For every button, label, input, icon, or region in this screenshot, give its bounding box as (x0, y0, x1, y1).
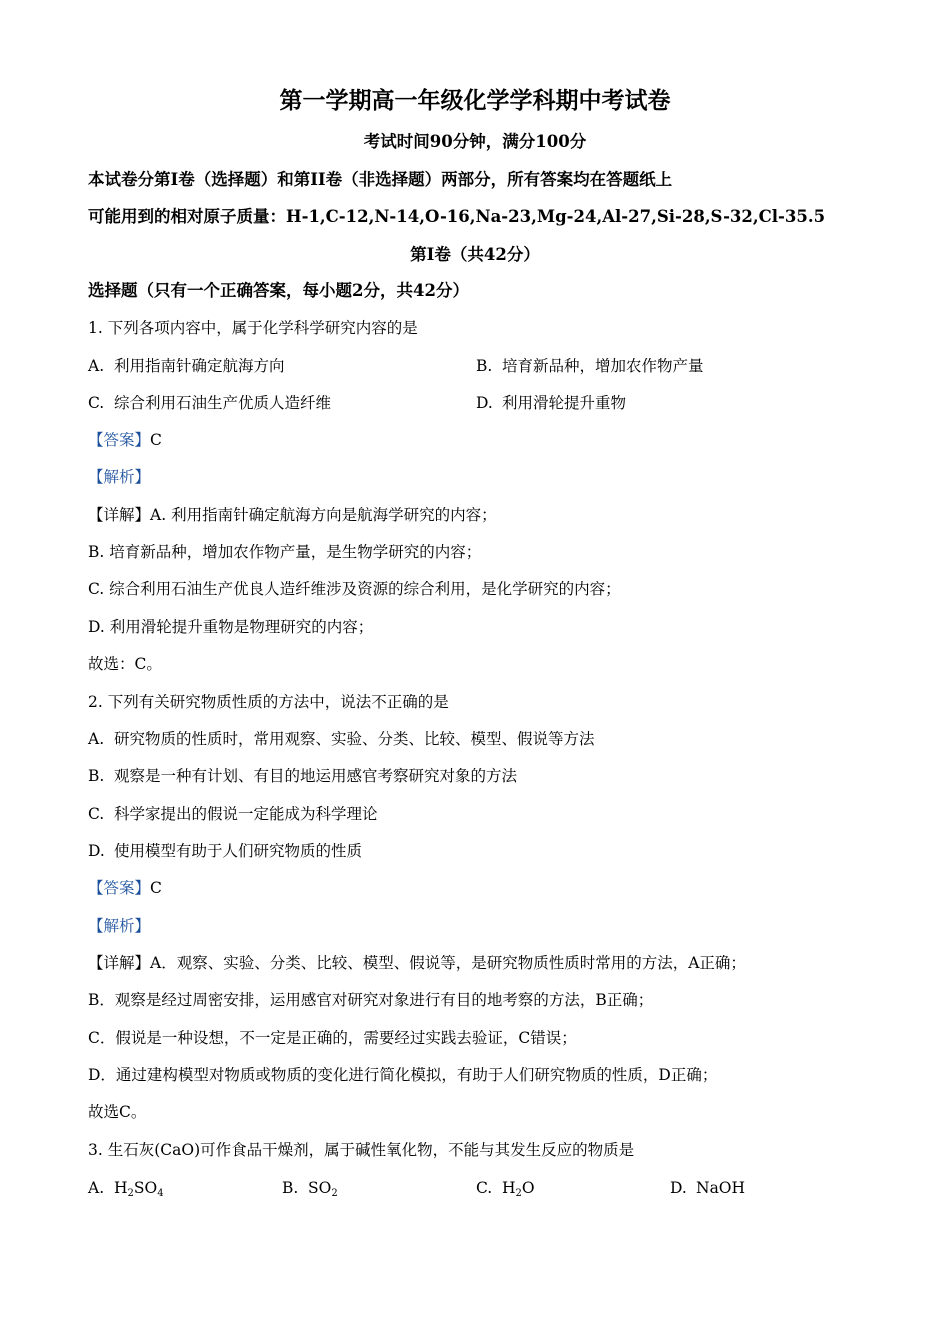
option-label: B. (282, 1179, 299, 1197)
q1-detail-c: C. 综合利用石油生产优良人造纤维涉及资源的综合利用，是化学研究的内容； (88, 580, 621, 598)
q1-analysis-tag: 【解析】 (88, 468, 151, 486)
q1-answer (88, 430, 162, 450)
q3-option-a (88, 1178, 164, 1198)
option-label: D. (476, 394, 493, 412)
formula-naoh: NaOH (696, 1179, 746, 1197)
q3-option-c (476, 1178, 535, 1198)
formula-h2o: $H_2O$ (502, 1179, 535, 1199)
option-label: C. (88, 805, 105, 823)
question-2-stem: 2. 下列有关研究物质性质的方法中，说法不正确的是 (88, 693, 449, 711)
q1-option-b (476, 356, 704, 376)
answer-value: C (150, 879, 162, 897)
q1-option-c (88, 393, 331, 413)
formula-h2so4: $H_2SO_4$ (114, 1179, 164, 1199)
option-text: 研究物质的性质时，常用观察、实验、分类、比较、模型、假说等方法 (114, 730, 595, 748)
q2-analysis-tag: 【解析】 (88, 917, 151, 935)
option-label: B. (88, 767, 105, 785)
detail-text: A. 利用指南针确定航海方向是航海学研究的内容； (150, 506, 497, 524)
formula-so2: $SO_2$ (308, 1179, 338, 1199)
answer-tag: 【答案】 (88, 879, 151, 897)
q2-option-a (88, 729, 595, 749)
q3-option-d (670, 1178, 745, 1198)
q2-option-b (88, 766, 517, 786)
exam-time-info: 考试时间90分钟，满分100分 (363, 132, 587, 151)
q2-detail-a (88, 953, 746, 973)
q1-option-d (476, 393, 626, 413)
q2-detail-c: C．假说是一种设想，不一定是正确的，需要经过实践去验证，C错误； (88, 1029, 577, 1047)
option-text: 综合利用石油生产优质人造纤维 (114, 394, 332, 412)
atomic-masses: 可能用到的相对原子质量：H-1,C-12,N-14,O-16,Na-23,Mg-24,Al-27,Si-28,S-32,Cl-35.5 (88, 207, 826, 226)
option-label: B. (476, 357, 493, 375)
detail-text: A．观察、实验、分类、比较、模型、假说等，是研究物质性质时常用的方法，A正确； (150, 954, 746, 972)
q2-option-c (88, 804, 378, 824)
option-label: C. (88, 394, 105, 412)
q2-answer (88, 878, 162, 898)
q1-detail-b: B. 培育新品种，增加农作物产量，是生物学研究的内容； (88, 543, 482, 561)
option-label: C. (476, 1179, 493, 1197)
q1-conclusion: 故选：C。 (88, 655, 162, 673)
question-1-stem: 1. 下列各项内容中，属于化学科学研究内容的是 (88, 319, 418, 337)
section-description: 选择题（只有一个正确答案，每小题2分，共42分） (88, 281, 469, 300)
option-label: A. (88, 730, 105, 748)
q2-detail-b: B．观察是经过周密安排，运用感官对研究对象进行有目的地考察的方法，B正确； (88, 991, 654, 1009)
answer-tag: 【答案】 (88, 431, 151, 449)
option-text: 培育新品种，增加农作物产量 (502, 357, 704, 375)
option-label: D. (88, 842, 105, 860)
q2-detail-d: D．通过建构模型对物质或物质的变化进行简化模拟，有助于人们研究物质的性质，D正确； (88, 1066, 718, 1084)
option-text: 使用模型有助于人们研究物质的性质 (114, 842, 363, 860)
detail-tag: 【详解】 (88, 954, 151, 972)
page-title: 第一学期高一年级化学学科期中考试卷 (279, 87, 671, 114)
q2-conclusion: 故选C。 (88, 1103, 147, 1121)
q2-option-d (88, 841, 362, 861)
q3-option-b (282, 1178, 338, 1198)
question-3-stem: 3. 生石灰(CaO)可作食品干燥剂，属于碱性氧化物，不能与其发生反应的物质是 (88, 1141, 635, 1159)
exam-instructions: 本试卷分第I卷（选择题）和第II卷（非选择题）两部分，所有答案均在答题纸上 (88, 170, 673, 189)
detail-tag: 【详解】 (88, 506, 151, 524)
q1-detail-d: D. 利用滑轮提升重物是物理研究的内容； (88, 618, 374, 636)
option-label: A. (88, 357, 105, 375)
option-text: 科学家提出的假说一定能成为科学理论 (114, 805, 378, 823)
answer-value: C (150, 431, 162, 449)
q1-option-a (88, 356, 285, 376)
section-heading: 第I卷（共42分） (410, 245, 540, 264)
option-text: 利用指南针确定航海方向 (114, 357, 285, 375)
option-text: 利用滑轮提升重物 (502, 394, 627, 412)
option-text: 观察是一种有计划、有目的地运用感官考察研究对象的方法 (114, 767, 518, 785)
option-label: D. (670, 1179, 687, 1197)
q1-detail-a (88, 505, 497, 525)
option-label: A. (88, 1179, 105, 1197)
